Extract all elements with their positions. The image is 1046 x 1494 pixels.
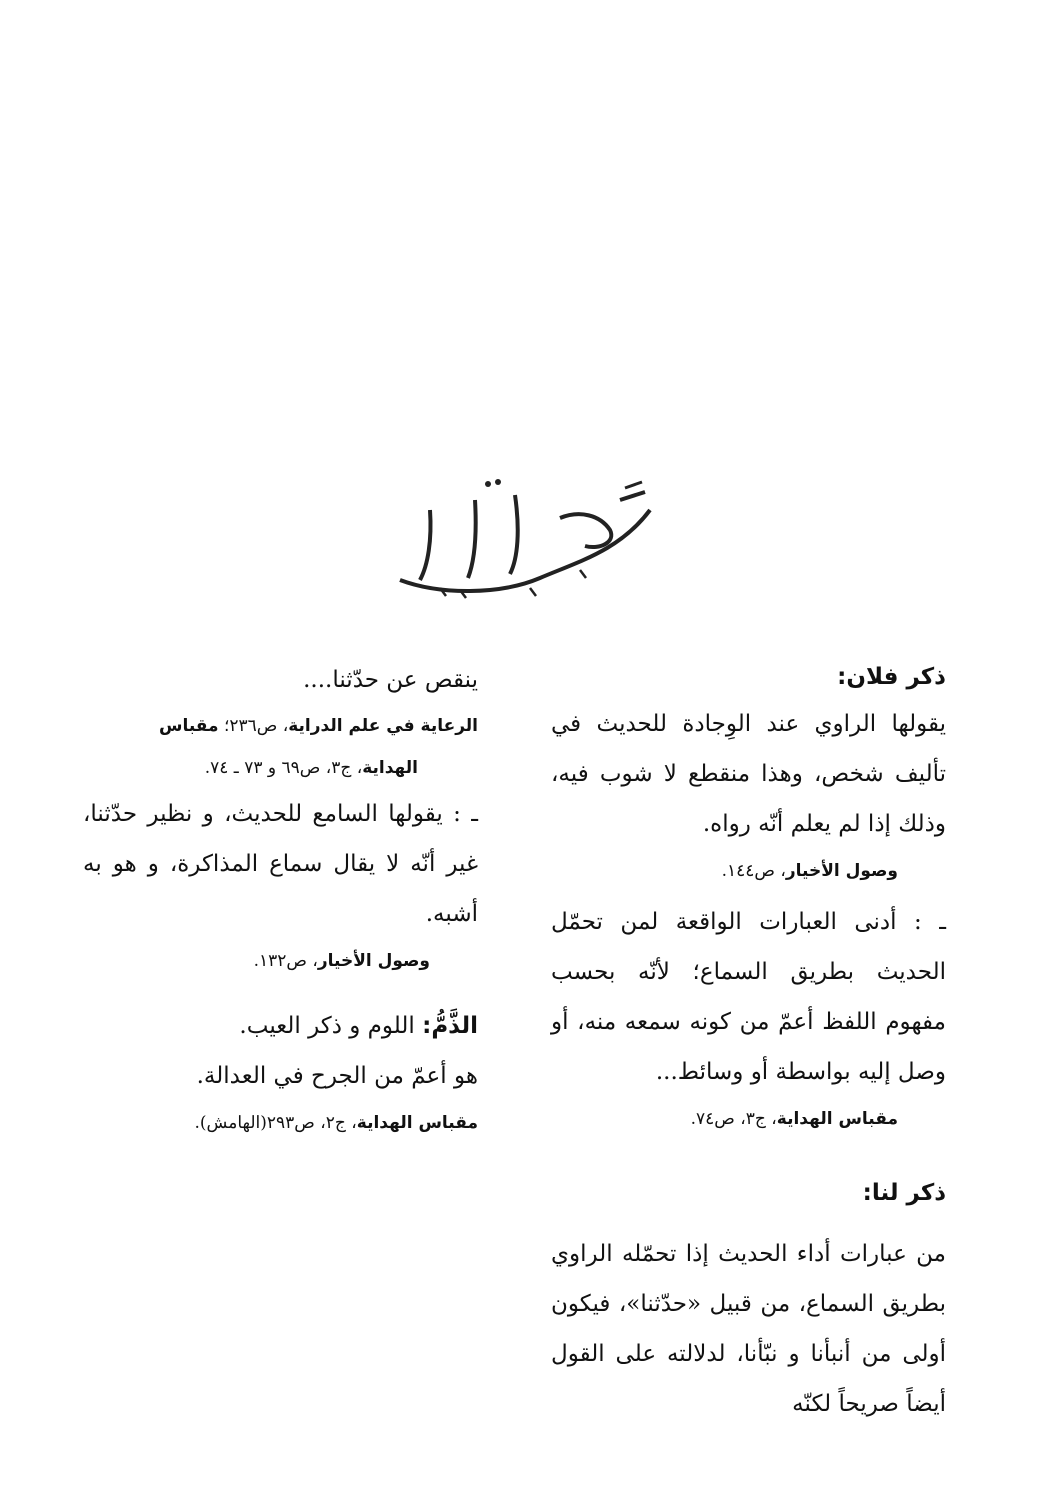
continued-text: ينقص عن حدّثنا.... [303,667,478,693]
calligraphy-ornament [380,470,670,600]
reference-page: ، ج٣، ص٦٩ و ٧٣ ـ ٧٤. [204,758,363,778]
reference-page: ، ص١٣٢. [253,951,318,971]
reference-page: ، ص٢٣٦؛ [223,716,289,736]
reference-citation [83,747,478,789]
chapter-title [380,470,670,600]
reference-title: مقباس الهداية [776,1109,898,1129]
definition-text: ـ : أدنى العبارات الواقعة لمن تحمّل الحديث بطريق السماع؛ لأنّه بحسب مفهوم اللفظ أعمّ من كونه سمعه منه، أو وصل إليه بواسطة أو وسائط... [551,909,946,1085]
reference-citation [83,1103,478,1143]
entry-line [83,1001,478,1051]
entry-term: الذَّمُّ: [422,1013,478,1039]
reference-citation [551,851,946,891]
right-column [551,655,946,1429]
reference-title: وصول الأخيار [317,951,430,971]
reference-page: ، ص١٤٤. [721,861,786,881]
reference-citation [83,941,478,981]
reference-title: الهداية [362,758,418,778]
definition-text: ـ : يقولها السامع للحديث، و نظير حدّثنا، غير أنّه لا يقال سماع المذاكرة، و هو به أشبه. [83,801,478,927]
reference-citation [551,1099,946,1139]
reference-page: ، ج٣، ص٧٤. [690,1109,777,1129]
definition-text: من عبارات أداء الحديث إذا تحمّله الراوي بطريق السماع، من قبيل «حدّثنا»، فيكون أولى من أنبأنا و نبّأنا، لدلالته على القول أيضاً صريحاً لكنّه [551,1241,946,1417]
entry-gloss: اللوم و ذكر العيب. [239,1013,423,1039]
entry-heading: ذكر لنا: [862,1180,946,1206]
left-column [83,655,478,1149]
reference-page: ، ج٢، ص٢٩٣(الهامش). [194,1113,357,1133]
definition-text: يقولها الراوي عند الوِجادة للحديث في تأليف شخص، وهذا منقطع لا شوب فيه، وذلك إذا لم يعلم أنّه رواه. [551,711,946,837]
reference-title: مقباس الهداية [356,1113,478,1133]
reference-title: الرعاية في علم الدراية [288,716,478,736]
reference-title: وصول الأخيار [785,861,898,881]
entry-heading: ذكر فلان: [837,664,946,690]
definition-text: هو أعمّ من الجرح في العدالة. [196,1063,478,1089]
reference-citation [83,705,478,747]
reference-title: مقباس [159,716,219,736]
